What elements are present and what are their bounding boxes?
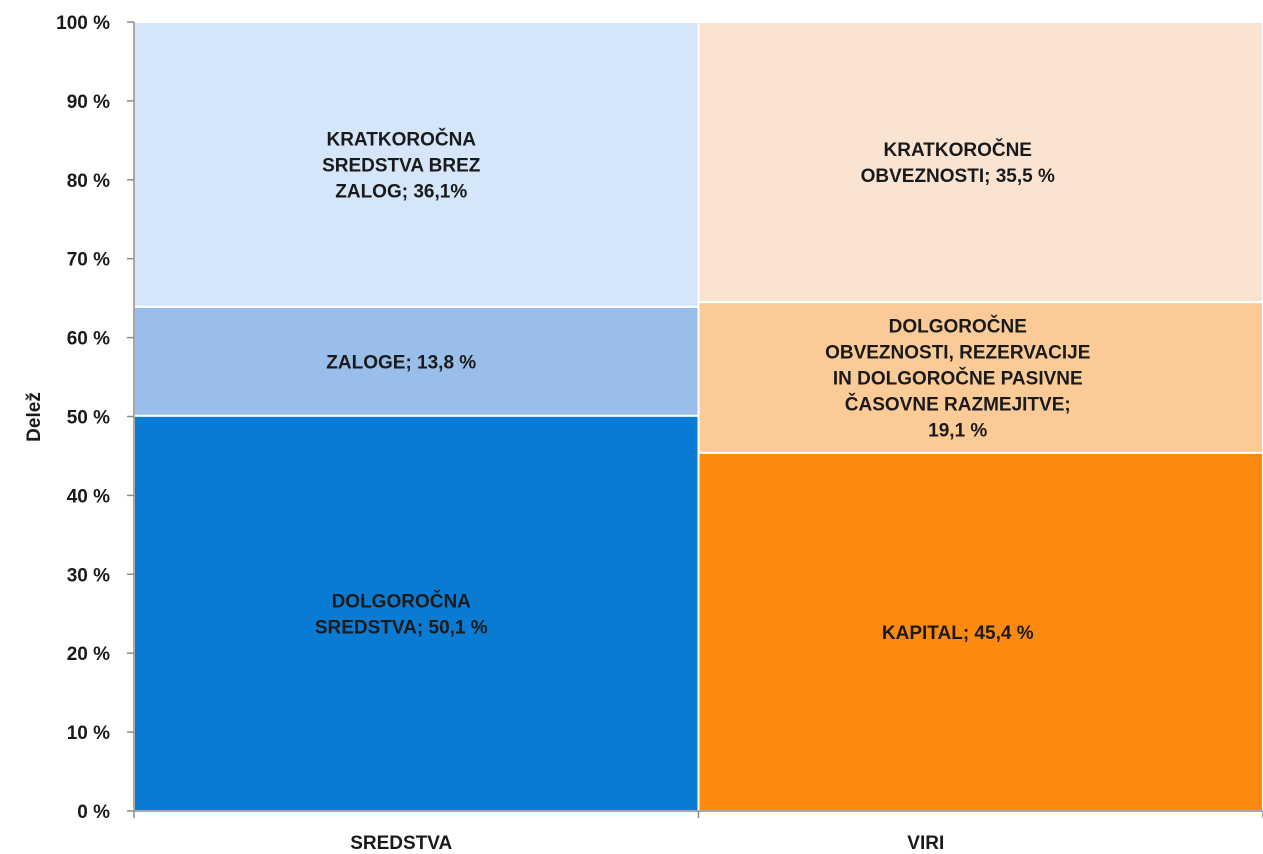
segment-label-kratkorocne-obveznosti: KRATKOROČNE OBVEZNOSTI; 35,5 %	[860, 140, 1055, 188]
y-tick-label: 100 %	[56, 13, 110, 34]
segment-label-kratkorocna-sredstva-brez-zalog: KRATKOROČNA SREDSTVA BREZ ZALOG; 36,1%	[322, 129, 481, 203]
y-tick-label: 50 %	[66, 407, 110, 429]
y-tick-label: 60 %	[66, 328, 110, 350]
x-category-label-viri: VIRI	[907, 833, 945, 854]
y-axis-title: Delež	[24, 392, 45, 442]
y-tick-label: 80 %	[66, 170, 110, 192]
segment-label-dolgorocna-sredstva: DOLGOROČNA SREDSTVA; 50,1 %	[314, 591, 488, 639]
stack-sredstva	[134, 22, 699, 811]
segment-label-kapital: KAPITAL; 45,4 %	[881, 622, 1034, 644]
x-category-label-sredstva: SREDSTVA	[350, 833, 453, 854]
segment-dolgorocna-sredstva	[134, 416, 699, 811]
y-tick-label: 70 %	[66, 249, 110, 271]
y-tick-label: 0 %	[77, 802, 110, 823]
y-tick-label: 10 %	[66, 723, 110, 745]
y-tick-label: 40 %	[66, 486, 110, 508]
plot-area	[134, 22, 1263, 811]
segment-label-dolgorocne-obveznosti-rezervacije-in-dolgorocne-pasivne-casovne-razmejitve: DOLGOROČNE OBVEZNOSTI, REZERVACIJE IN DOLGOROČNE PASIVNE ČASOVNE RAZMEJITVE; 19,1 %	[825, 316, 1091, 442]
segment-label-zaloge: ZALOGE; 13,8 %	[326, 352, 477, 374]
y-tick-label: 90 %	[66, 91, 110, 113]
stack-viri	[699, 22, 1263, 811]
y-tick-label: 30 %	[66, 565, 110, 587]
segment-kratkorocne-obveznosti	[699, 22, 1263, 302]
y-tick-label: 20 %	[66, 644, 110, 666]
